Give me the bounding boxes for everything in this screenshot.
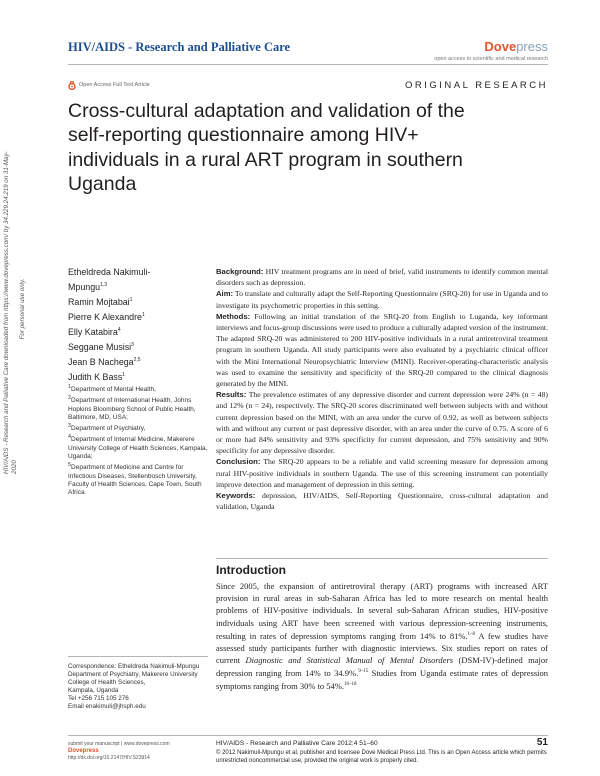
introduction-heading: Introduction	[216, 563, 286, 577]
doi-link[interactable]: http://dx.doi.org/10.2147/HIV.S23914	[68, 755, 150, 761]
author: Etheldreda Nakimuli-	[68, 267, 151, 277]
correspondence-line: Kampala, Uganda	[68, 687, 119, 695]
download-note	[3, 144, 27, 474]
dove-small-logo: Dovepress	[68, 748, 99, 754]
abstract-conclusion: Conclusion: The SRQ-20 appears to be a reliable and valid screening measure for depression among rural HIV-positive individuals in southern Uganda. The use of this screening instrument can potentially improve detection and management of depression in this setting.	[216, 457, 548, 489]
article-title: Cross-cultural adaptation and validation of the self-reporting questionnaire among HIV+ individuals in a rural ART program in southern Uganda	[68, 100, 465, 196]
journal-name: HIV/AIDS - Research and Palliative Care	[68, 40, 291, 54]
affiliation: $^2$Department of International Health, Johns Hopkins Bloomberg School of Public Health, Baltimore, MD, USA;	[68, 395, 196, 421]
abstract-divider	[216, 558, 548, 559]
correspondence-email[interactable]: Email enakimuli@jhsph.edu	[68, 703, 146, 711]
abstract-background: Background: HIV treatment programs are in need of brief, valid instruments to identify common mental disorders such as depression.	[216, 267, 549, 288]
author: Judith K Bass$^1$	[68, 371, 126, 382]
publisher-logo	[484, 39, 548, 54]
abstract-results: Results: The prevalence estimates of any depressive disorder and current depression were 24% (n = 48) and 12% (n = 24), respectively. The SRQ-20 scores discriminated well between subjects with and without current depression based on the MINI, with an area under the curve of 0.92, as well as between subjects with and without any current or past depressive disorder, with an area under the curve of 0.75. A score of 6 or more had 84% sensitivity and 93% specificity for current depression, and 75% sensitivity and 90% specificity for any depressive disorder.	[216, 390, 548, 456]
open-access-label: Open Access Full Text Article	[79, 82, 150, 88]
section-label: ORIGINAL RESEARCH	[405, 80, 548, 91]
citation: HIV/AIDS - Research and Palliative Care 2012:4 51–60	[216, 740, 378, 747]
publisher-press-text: press	[516, 39, 548, 54]
author: Seggane Musisi$^3$	[68, 341, 134, 352]
author-list	[68, 266, 208, 384]
affiliation: $^1$Department of Mental Health,	[68, 384, 156, 394]
correspondence	[68, 663, 208, 712]
affiliations	[68, 383, 208, 497]
publisher-dove-text: Dove	[484, 39, 517, 54]
publisher-tagline: open access to scientific and medical research	[434, 56, 548, 62]
author: Jean B Nachega$^{2,5}$	[68, 356, 141, 367]
author: Elly Katabira$^4$	[68, 326, 121, 337]
copyright: © 2012 Nakimuli-Mpungu et al, publisher and licensee Dove Medical Press Ltd. This is an Open Access article which permits unrestricted noncommercial use, provided the original work is properly cited.	[216, 750, 547, 764]
footer-divider	[68, 735, 548, 736]
abstract-keywords: Keywords: depression, HIV/AIDS, Self-Reporting Questionnaire, cross-cultural adaptation and validation, Uganda	[216, 491, 549, 512]
author: Mpungu$^{1,3}$	[68, 281, 108, 292]
correspondence-line: Tel +256 715 105 276	[68, 695, 129, 703]
page-number: 51	[536, 737, 548, 748]
correspondence-label: Correspondence: Etheldreda Nakimuli-Mpungu	[68, 663, 200, 670]
author: Ramin Mojtabai$^1$	[68, 296, 133, 307]
author: Pierre K Alexandre$^1$	[68, 311, 145, 322]
correspondence-divider	[68, 656, 208, 657]
header-divider	[68, 64, 548, 65]
download-note-line2: For personal use only.	[19, 278, 26, 340]
affiliation: $^4$Department of Internal Medicine, Makerere University College of Health Sciences, Kampala, Uganda;	[68, 434, 208, 461]
affiliation: $^5$Department of Medicine and Centre for Infectious Diseases, Stellenbosch University, Faculty of Health Sciences, Cape Town, South Africa	[68, 462, 202, 497]
abstract	[216, 266, 548, 512]
abstract-aim: Aim: To translate and culturally adapt the Self-Reporting Questionnaire (SRQ-20) for use in Uganda and to investigate its psychometric properties in this setting.	[216, 289, 548, 310]
abstract-methods: Methods: Following an initial translation of the SRQ-20 from English to Luganda, key informant interviews and focus-group discussions were used to produce a culturally adapted version of the instrument. The adapted SRQ-20 was administered to 200 HIV-positive individuals in a rural antiretroviral treatment program in southern Uganda. All study participants were also evaluated by a psychiatric clinical officer with the Mini International Neuropsychiatric Interview (MINI). Receiver-operating-characteristic analysis was used to examine the sensitivity and specificity of the SRQ-20 compared to the clinical diagnosis generated by the MINI.	[216, 311, 548, 389]
submit-line[interactable]: submit your manuscript | www.dovepress.com	[68, 741, 170, 747]
introduction-text: Since 2005, the expansion of antiretroviral therapy (ART) programs with increased ART provision in rural areas in sub-Saharan Africa has led to more research on mental health problems of HIV-positive individuals. In several sub-Saharan African studies, HIV-positive individuals using ART have been screened with various depression-screening instruments, resulting in rates of depression symptoms ranging from 14% to 81%.$^{1-8}$ A few studies have assessed study participants further with diagnostic interviews. Six studies report on rates of current Diagnostic and Statistical Manual of Mental Disorders (DSM-IV)-defined major depression ranging from 14% to 34.9%.$^{9-15}$ Studies from Uganda estimate rates of depression symptoms ranging from 30% to 54%.$^{16-18}$	[216, 581, 548, 692]
open-access-icon	[68, 81, 76, 90]
footer-left	[68, 741, 208, 762]
affiliation: $^3$Department of Psychiatry,	[68, 423, 146, 433]
download-note-line1: HIV/AIDS - Research and Palliative Care downloaded from https://www.dovepress.com/ by 34.229.24.219 on 31-May-2020	[3, 151, 18, 474]
correspondence-line: Department of Psychiatry, Makerere University College of Health Sciences,	[68, 671, 198, 687]
